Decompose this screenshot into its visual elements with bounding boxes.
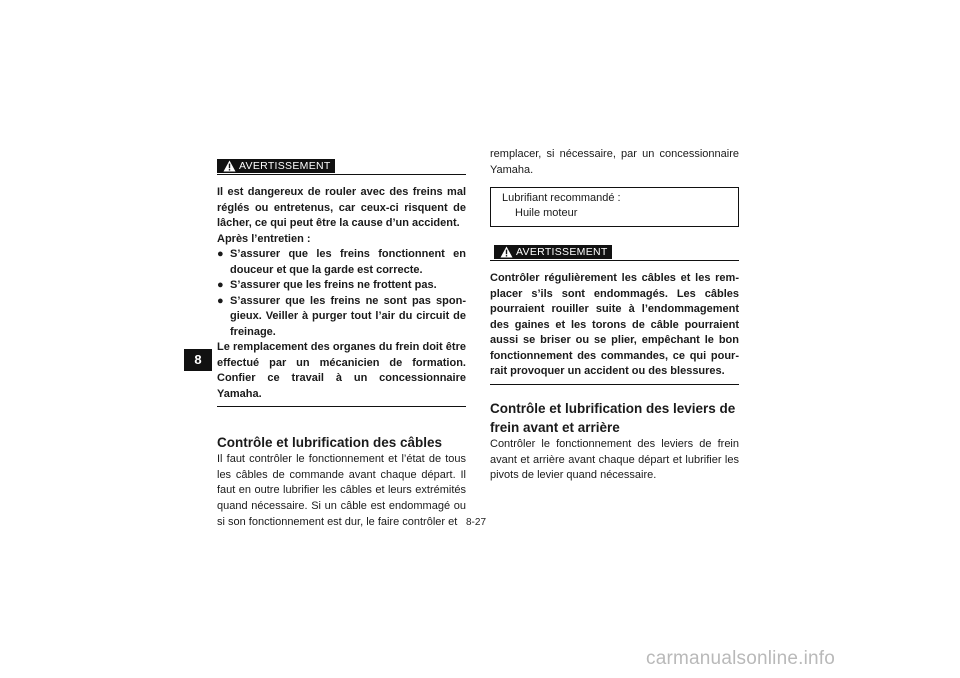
section-heading-cables: Contrôle et lubrification des câbles [217,435,443,450]
recommended-lubricant-label: Lubrifiant recommandé : [502,192,621,205]
warning-closing: Le remplacement des organes du frein doit être effectué par un mécanicien de formation. Confier ce travail à un concessionnaire Yamaha. [217,341,466,400]
warning-body [490,271,739,380]
chapter-tab: 8 [184,349,212,371]
warning-end-rule [490,384,739,385]
warning-body [217,185,466,402]
warning-header-rule [490,260,739,261]
bullet-dot-icon: ● [217,279,224,291]
warning-label: AVERTISSEMENT [239,160,331,172]
warning-label: AVERTISSEMENT [516,246,608,259]
warning-bullet [217,294,466,341]
warning-triangle-icon [223,160,236,172]
warning-header [490,245,739,261]
page-number: 8-27 [466,517,487,528]
bullet-text: S’assurer que les freins ne frottent pas. [230,279,437,291]
recommended-lubricant-value: Huile moteur [515,207,578,220]
warning-end-rule [217,406,466,407]
bullet-text: S’assurer que les freins ne sont pas spon-gieux. Veiller à purger tout l’air du circuit de freinage. [230,294,466,338]
warning-badge [217,159,335,173]
continued-text: remplacer, si nécessaire, par un concessionnaire Yamaha. [490,148,739,176]
warning-badge [494,245,612,259]
warning-header [217,159,466,175]
warning-after-maintenance: Après l’entretien : [217,232,311,245]
section-body-cables: Il faut contrôler le fonctionnement et l’état de tous les câbles de commande avant chaque départ. Il faut en outre lubrifier les câbles et leurs extrémités quand nécessaire. Si un câble est endommagé ou si son fonctionnement est dur, le faire contrôler et [217,453,466,528]
bullet-text: S’assurer que les freins fonctionnent en douceur et que la garde est correcte. [230,248,466,276]
left-column [217,159,466,531]
warning-bullet [217,247,466,278]
right-column [490,147,739,484]
section-body-levers: Contrôler le fonctionnement des leviers de frein avant et arrière avant chaque départ et lubrifier les pivots de levier quand nécessaire. [490,437,739,482]
recommended-lubricant-box [490,187,739,227]
section-heading-levers: Contrôle et lubrification des leviers de frein avant et arrière [490,400,736,435]
bullet-dot-icon: ● [217,248,224,260]
warning-header-rule [217,174,466,175]
warning-intro: Il est dangereux de rouler avec des freins mal réglés ou entretenus, car ceux-ci risquent de lâcher, ce qui peut être la cause d’un accident. [217,186,466,229]
bullet-dot-icon: ● [217,294,224,307]
warning-text: Contrôler régulièrement les câbles et les rem-placer s’ils sont endommagés. Les câbles pourraient rouiller suite à l’endommagement des gaines et les torons de câble pourraient aussi se briser ou se plier, empêchant le bon fonctionnement des commandes, ce qui pour-rait provoquer un accident ou des blessures. [490,272,739,378]
watermark: carmanualsonline.info [646,648,836,669]
warning-triangle-icon [500,246,513,258]
warning-bullet [217,278,466,294]
